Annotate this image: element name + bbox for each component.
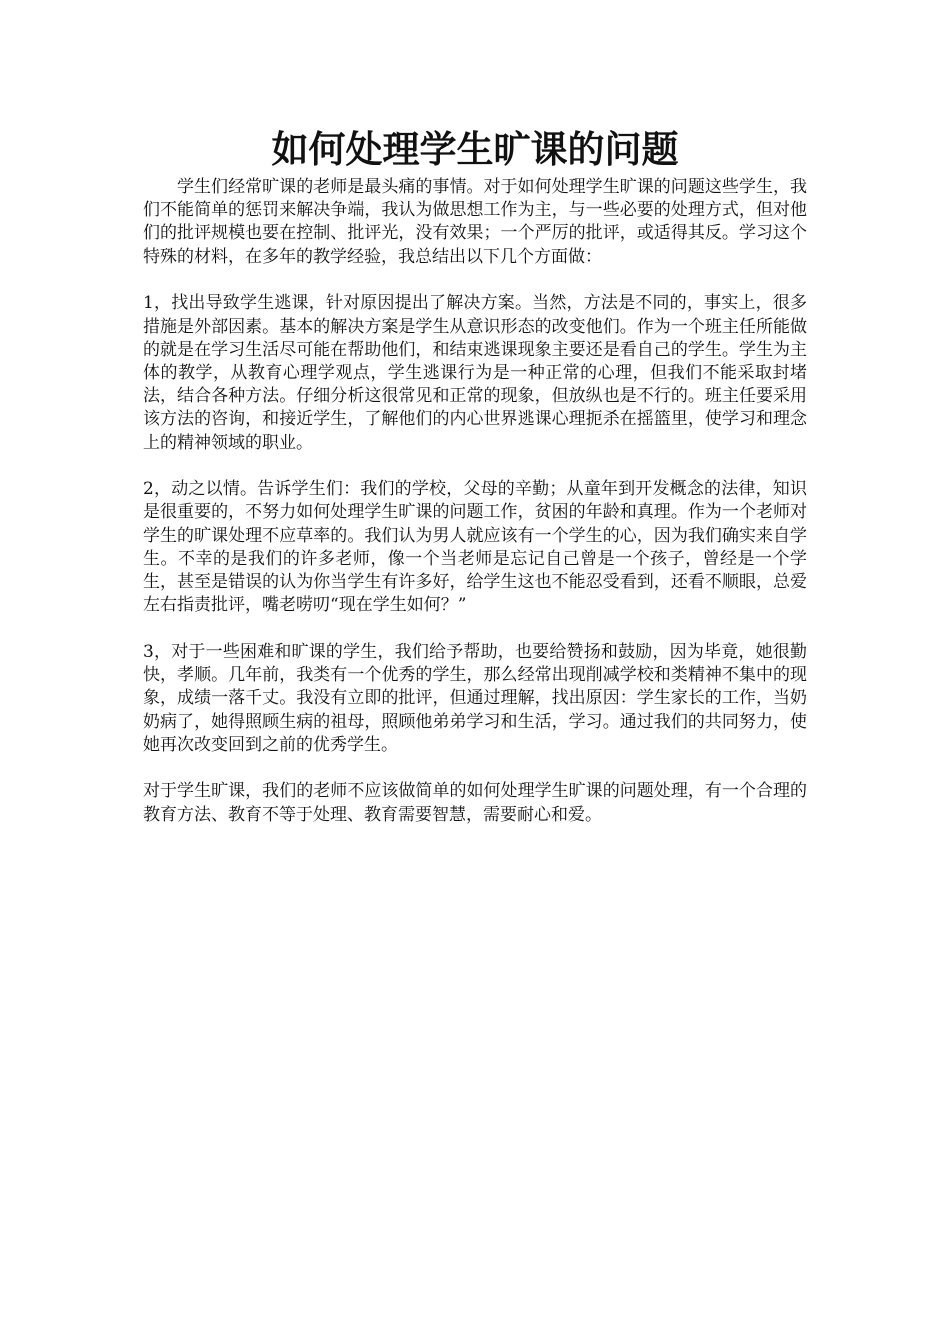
paragraph-conclusion: 对于学生旷课，我们的老师不应该做简单的如何处理学生旷课的问题处理，有一个合理的教育方法、教育不等于处理、教育需要智慧，需要耐心和爱。 [143, 781, 807, 825]
paragraph-point-2: 2，动之以情。告诉学生们：我们的学校，父母的辛勤；从童年到开发概念的法律，知识是很重要的，不努力如何处理学生旷课的问题工作，贫困的年龄和真理。作为一个老师对学生的旷课处理不应草率的。我们认为男人就应该有一个学生的心，因为我们确实来自学生。不幸的是我们的许多老师，像一个当老师是忘记自己曾是一个孩子，曾经是一个学生，甚至是错误的认为你当学生有许多好，给学生这也不能忍受看到，还看不顺眼，总爱左右指责批评，嘴老唠叨“现在学生如何？” [143, 479, 807, 616]
paragraph-gap [143, 269, 807, 293]
document-page [143, 122, 807, 827]
paragraph-gap [143, 455, 807, 479]
paragraph-point-1: 1，找出导致学生逃课，针对原因提出了解决方案。当然，方法是不同的，事实上，很多措施是外部因素。基本的解决方案是学生从意识形态的改变他们。作为一个班主任所能做的就是在学习生活尽可能在帮助他们，和结束逃课现象主要还是看自己的学生。学生为主体的教学，从教育心理学观点，学生逃课行为是一种正常的心理，但我们不能采取封堵法，结合各种方法。仔细分析这很常见和正常的现象，但放纵也是不行的。班主任要采用该方法的咨询，和接近学生，了解他们的内心世界逃课心理扼杀在摇篮里，使学习和理念上的精神领域的职业。 [143, 293, 807, 453]
paragraph-intro: 学生们经常旷课的老师是最头痛的事情。对于如何处理学生旷课的问题这些学生，我们不能简单的惩罚来解决争端，我认为做思想工作为主，与一些必要的处理方式，但对他们的批评规模也要在控制、批评光，没有效果；一个严厉的批评，或适得其反。学习这个特殊的材料，在多年的教学经验，我总结出以下几个方面做： [143, 177, 807, 267]
document-title: 如何处理学生旷课的问题 [271, 127, 679, 171]
paragraph-point-3: 3，对于一些困难和旷课的学生，我们给予帮助，也要给赞扬和鼓励，因为毕竟，她很勤快，孝顺。几年前，我类有一个优秀的学生，那么经常出现削减学校和类精神不集中的现象，成绩一落千丈。我没有立即的批评，但通过理解，找出原因：学生家长的工作，当奶奶病了，她得照顾生病的祖母，照顾他弟弟学习和生活，学习。通过我们的共同努力，使她再次改变回到之前的优秀学生。 [143, 641, 807, 755]
paragraph-gap [143, 757, 807, 781]
paragraph-gap [143, 617, 807, 641]
